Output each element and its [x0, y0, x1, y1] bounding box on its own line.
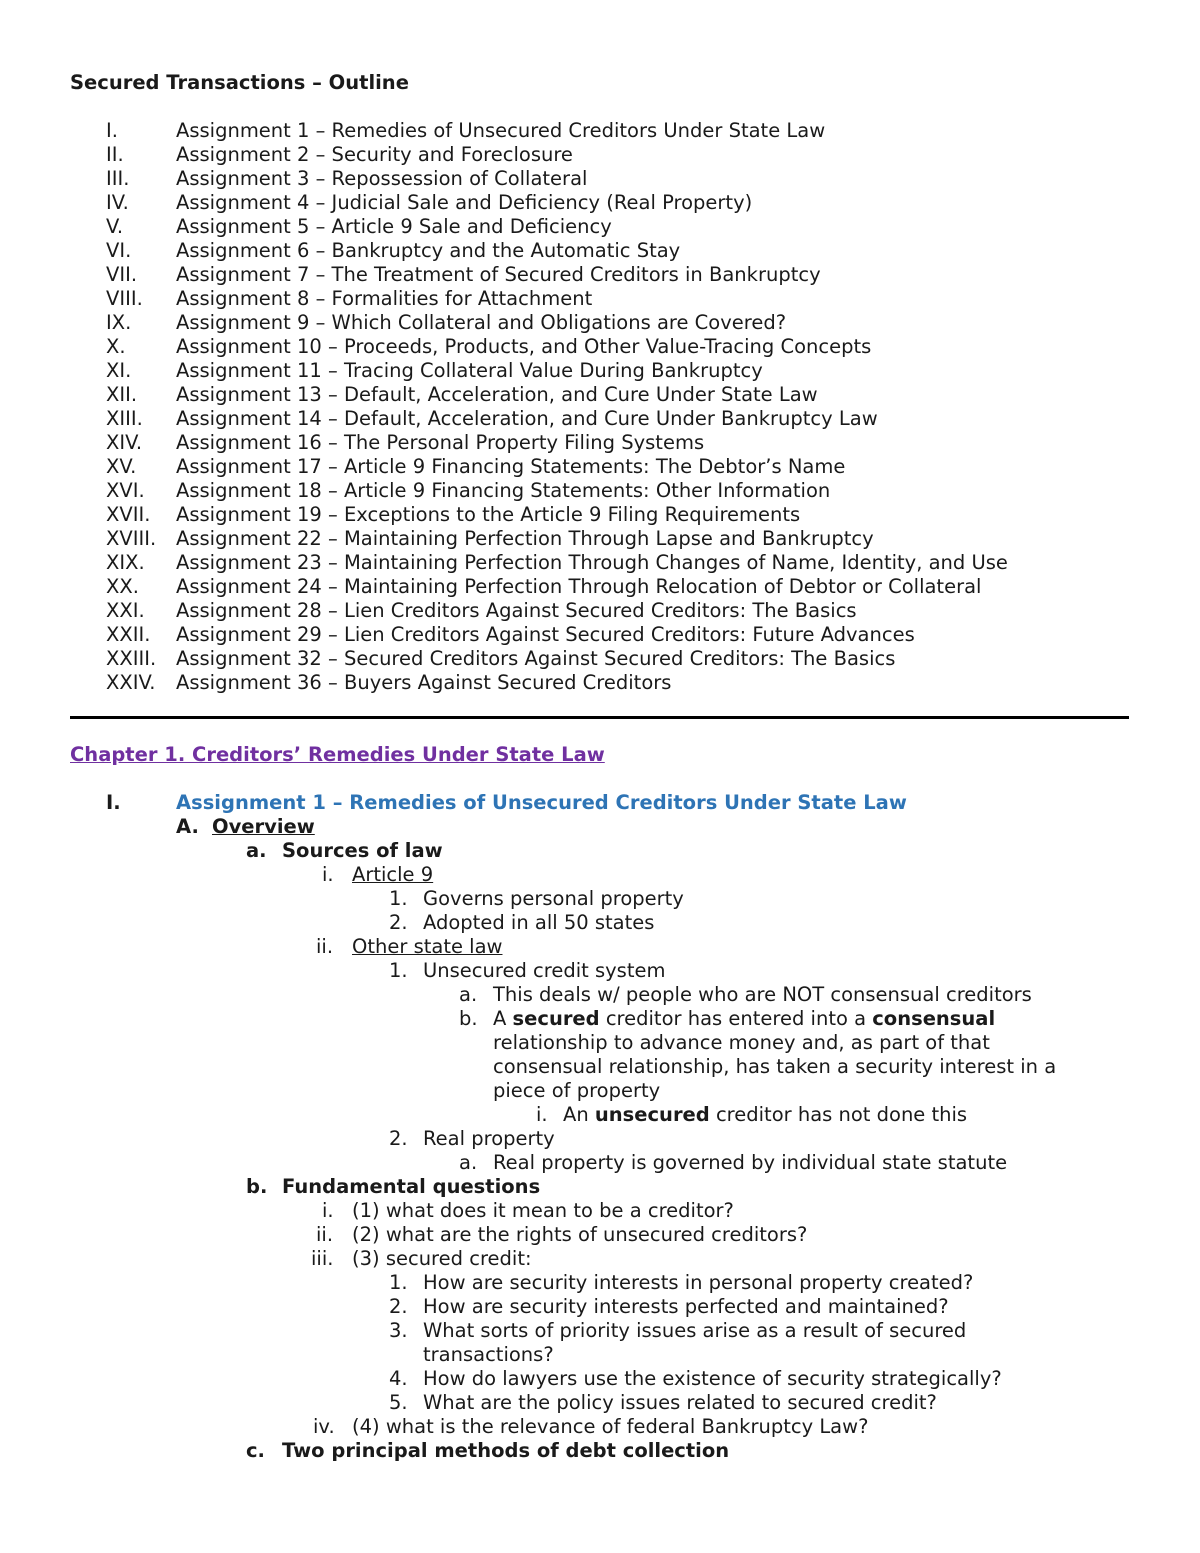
list-item-continuation: piece of property	[493, 1079, 661, 1102]
list-marker: i.	[322, 1199, 334, 1222]
list-marker: 2.	[389, 911, 408, 934]
toc-item-number: IX.	[106, 311, 132, 334]
list-item-continuation: relationship to advance money and, as part of that	[493, 1031, 990, 1054]
toc-item-label: Assignment 13 – Default, Acceleration, and Cure Under State Law	[176, 383, 818, 406]
toc-item-number: IV.	[106, 191, 129, 214]
toc-item-number: III.	[106, 167, 130, 190]
toc-item-number: XXII.	[106, 623, 151, 646]
list-item: This deals w/ people who are NOT consensual creditors	[493, 983, 1032, 1006]
toc-item-number: XIII.	[106, 407, 143, 430]
list-item-unsecured-definition: An unsecured creditor has not done this	[563, 1103, 968, 1126]
section-heading: Assignment 1 – Remedies of Unsecured Creditors Under State Law	[176, 791, 907, 814]
toc-item-label: Assignment 10 – Proceeds, Products, and Other Value-Tracing Concepts	[176, 335, 872, 358]
toc-item-number: XIX.	[106, 551, 145, 574]
toc-item-label: Assignment 16 – The Personal Property Filing Systems	[176, 431, 705, 454]
list-item: How do lawyers use the existence of security strategically?	[423, 1367, 1002, 1390]
list-item-other-state-law: Other state law	[352, 935, 503, 958]
list-marker: iii.	[311, 1247, 334, 1270]
section-number: I.	[106, 791, 121, 814]
toc-item-number: XII.	[106, 383, 138, 406]
list-marker: iv.	[313, 1415, 335, 1438]
list-marker: i.	[322, 863, 334, 886]
toc-item-label: Assignment 17 – Article 9 Financing Statements: The Debtor’s Name	[176, 455, 846, 478]
toc-item-label: Assignment 36 – Buyers Against Secured Creditors	[176, 671, 672, 694]
list-marker: a.	[246, 839, 267, 862]
list-item: Governs personal property	[423, 887, 684, 910]
list-marker: ii.	[316, 1223, 334, 1246]
list-item: What are the policy issues related to secured credit?	[423, 1391, 937, 1414]
subsection-heading-overview: Overview	[212, 815, 315, 838]
subsection-number: A.	[176, 815, 199, 838]
toc-item-number: XVI.	[106, 479, 145, 502]
list-marker: a.	[459, 983, 478, 1006]
toc-item-label: Assignment 9 – Which Collateral and Obligations are Covered?	[176, 311, 787, 334]
toc-item-number: XV.	[106, 455, 137, 478]
list-marker: b.	[246, 1175, 268, 1198]
toc-item-label: Assignment 5 – Article 9 Sale and Deficiency	[176, 215, 612, 238]
list-item: How are security interests perfected and maintained?	[423, 1295, 949, 1318]
heading-fundamental-questions: Fundamental questions	[282, 1175, 541, 1198]
list-item-secured-definition: A secured creditor has entered into a consensual	[493, 1007, 996, 1030]
list-marker: 5.	[389, 1391, 408, 1414]
list-marker: c.	[246, 1439, 265, 1462]
heading-debt-collection-methods: Two principal methods of debt collection	[282, 1439, 730, 1462]
toc-item-number: V.	[106, 215, 124, 238]
list-item-continuation: transactions?	[423, 1343, 554, 1366]
toc-item-label: Assignment 3 – Repossession of Collateral	[176, 167, 588, 190]
toc-item-label: Assignment 11 – Tracing Collateral Value During Bankruptcy	[176, 359, 763, 382]
toc-item-label: Assignment 1 – Remedies of Unsecured Creditors Under State Law	[176, 119, 826, 142]
toc-item-label: Assignment 18 – Article 9 Financing Statements: Other Information	[176, 479, 831, 502]
toc-item-number: X.	[106, 335, 126, 358]
list-marker: 1.	[389, 959, 408, 982]
document-title: Secured Transactions – Outline	[70, 71, 409, 94]
toc-item-number: XI.	[106, 359, 132, 382]
toc-item-label: Assignment 19 – Exceptions to the Article 9 Filing Requirements	[176, 503, 801, 526]
toc-item-label: Assignment 23 – Maintaining Perfection Through Changes of Name, Identity, and Use	[176, 551, 1008, 574]
list-marker: 2.	[389, 1127, 408, 1150]
toc-item-number: XXIII.	[106, 647, 157, 670]
toc-item-label: Assignment 29 – Lien Creditors Against Secured Creditors: Future Advances	[176, 623, 915, 646]
toc-item-number: I.	[106, 119, 118, 142]
list-marker: 1.	[389, 887, 408, 910]
list-item: Real property is governed by individual state statute	[493, 1151, 1008, 1174]
toc-item-number: VII.	[106, 263, 138, 286]
list-marker: 3.	[389, 1319, 408, 1342]
toc-item-label: Assignment 7 – The Treatment of Secured Creditors in Bankruptcy	[176, 263, 821, 286]
list-item-article-9: Article 9	[352, 863, 434, 886]
toc-item-number: XIV.	[106, 431, 143, 454]
toc-item-number: XXIV.	[106, 671, 156, 694]
toc-item-label: Assignment 24 – Maintaining Perfection Through Relocation of Debtor or Collateral	[176, 575, 982, 598]
list-marker: 1.	[389, 1271, 408, 1294]
toc-item-number: VI.	[106, 239, 132, 262]
toc-item-label: Assignment 8 – Formalities for Attachment	[176, 287, 593, 310]
list-item-continuation: consensual relationship, has taken a security interest in a	[493, 1055, 1057, 1078]
toc-item-number: XVIII.	[106, 527, 157, 550]
toc-item-label: Assignment 28 – Lien Creditors Against Secured Creditors: The Basics	[176, 599, 857, 622]
heading-sources-of-law: Sources of law	[282, 839, 443, 862]
list-marker: i.	[536, 1103, 548, 1126]
list-item: How are security interests in personal property created?	[423, 1271, 974, 1294]
list-item: Unsecured credit system	[423, 959, 666, 982]
toc-item-label: Assignment 22 – Maintaining Perfection Through Lapse and Bankruptcy	[176, 527, 874, 550]
list-marker: b.	[459, 1007, 478, 1030]
toc-item-label: Assignment 14 – Default, Acceleration, and Cure Under Bankruptcy Law	[176, 407, 878, 430]
horizontal-divider	[70, 716, 1129, 719]
toc-item-label: Assignment 4 – Judicial Sale and Deficiency (Real Property)	[176, 191, 753, 214]
toc-item-label: Assignment 2 – Security and Foreclosure	[176, 143, 573, 166]
list-marker: ii.	[316, 935, 334, 958]
list-item: (4) what is the relevance of federal Bankruptcy Law?	[352, 1415, 869, 1438]
list-item: Adopted in all 50 states	[423, 911, 655, 934]
toc-item-number: XVII.	[106, 503, 151, 526]
toc-item-number: II.	[106, 143, 124, 166]
toc-item-label: Assignment 32 – Secured Creditors Against Secured Creditors: The Basics	[176, 647, 896, 670]
toc-item-number: XXI.	[106, 599, 145, 622]
list-item: (2) what are the rights of unsecured creditors?	[352, 1223, 808, 1246]
list-marker: 2.	[389, 1295, 408, 1318]
list-marker: 4.	[389, 1367, 408, 1390]
list-item: (3) secured credit:	[352, 1247, 532, 1270]
list-item: (1) what does it mean to be a creditor?	[352, 1199, 734, 1222]
list-item: Real property	[423, 1127, 555, 1150]
list-marker: a.	[459, 1151, 478, 1174]
toc-item-number: VIII.	[106, 287, 143, 310]
toc-item-number: XX.	[106, 575, 139, 598]
toc-item-label: Assignment 6 – Bankruptcy and the Automatic Stay	[176, 239, 681, 262]
chapter-heading-link[interactable]: Chapter 1. Creditors’ Remedies Under State Law	[70, 743, 605, 766]
list-item: What sorts of priority issues arise as a result of secured	[423, 1319, 967, 1342]
